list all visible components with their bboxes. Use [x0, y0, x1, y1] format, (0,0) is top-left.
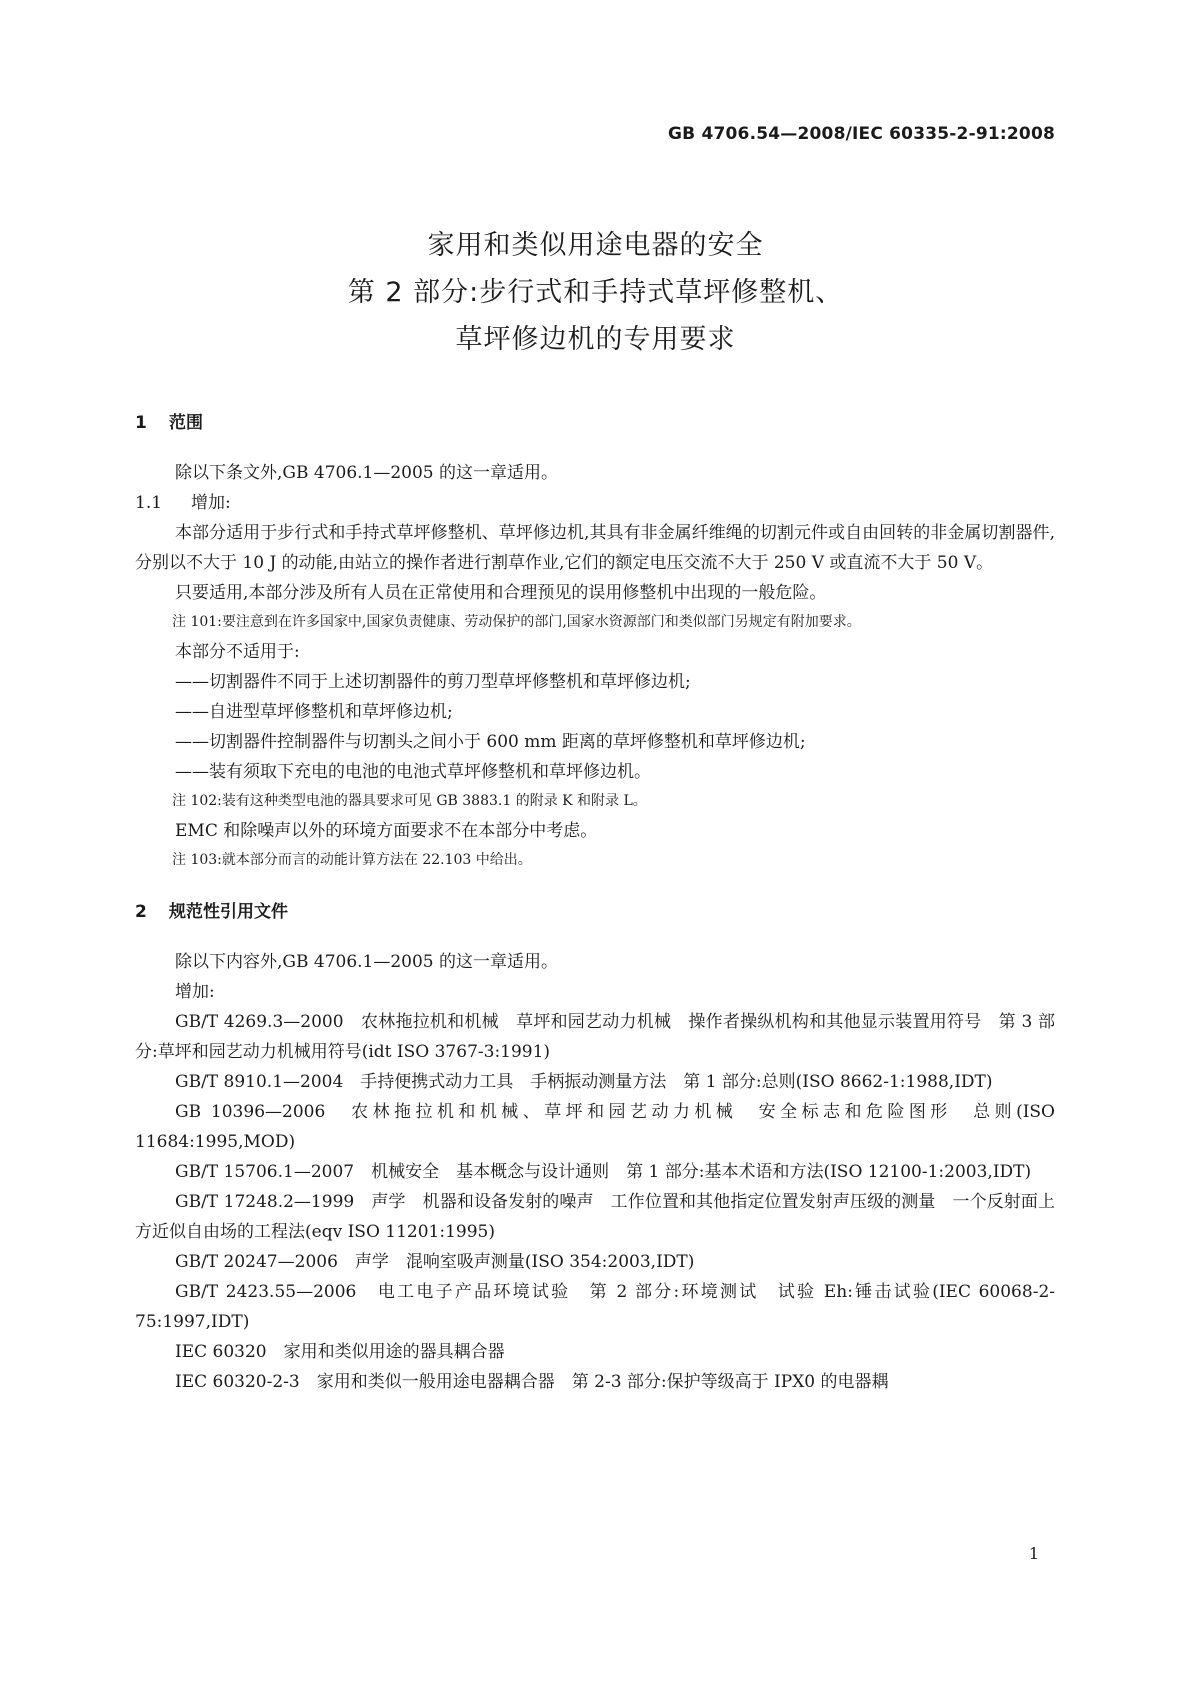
add-label: 增加: — [175, 982, 215, 1002]
reference-item: GB/T 2423.55—2006 电工电子产品环境试验 第 2 部分:环境测试 试验 Eh:锤击试验(IEC 60068-2-75:1997,IDT) — [135, 1282, 1055, 1332]
section-number: 1 — [135, 413, 147, 433]
title-line-3: 草坪修边机的专用要求 — [455, 324, 736, 355]
section-2-intro: 除以下内容外,GB 4706.1—2005 的这一章适用。 — [175, 952, 559, 972]
note-101: 注 101:要注意到在许多国家中,国家负责健康、劳动保护的部门,国家水资源部门和类似部门另规定有附加要求。 — [172, 614, 861, 630]
reference-item: GB/T 20247—2006 声学 混响室吸声测量(ISO 354:2003,IDT) — [175, 1252, 695, 1272]
reference-item: GB/T 17248.2—1999 声学 机器和设备发射的噪声 工作位置和其他指定位置发射声压级的测量 一个反射面上方近似自由场的工程法(eqv ISO 11201:1995) — [135, 1192, 1055, 1242]
clause-1-1-heading — [135, 488, 1055, 518]
scope-paragraph: 本部分适用于步行式和手持式草坪修整机、草坪修边机,其具有非金属纤维绳的切割元件或自由回转的非金属切割器件,分别以不大于 10 J 的动能,由站立的操作者进行割草作业,它们的额定电压交流不大于 250 V 或直流不大于 50 V。 — [135, 523, 1055, 573]
section-number: 2 — [135, 902, 147, 922]
note-102: 注 102:装有这种类型电池的器具要求可见 GB 3883.1 的附录 K 和附录 L。 — [172, 793, 647, 809]
standard-header: GB 4706.54—2008/IEC 60335-2-91:2008 — [668, 124, 1055, 144]
general-hazards-paragraph: 只要适用,本部分涉及所有人员在正常使用和合理预见的误用修整机中出现的一般危险。 — [175, 583, 827, 603]
emc-paragraph: EMC 和除噪声以外的环境方面要求不在本部分中考虑。 — [175, 821, 598, 841]
document-title — [0, 222, 1191, 363]
clause-number: 1.1 — [135, 493, 163, 513]
exclusion-item: ——装有须取下充电的电池的电池式草坪修整机和草坪修边机。 — [175, 762, 651, 782]
document-body — [135, 408, 1055, 1397]
not-applicable-intro: 本部分不适用于: — [175, 642, 300, 662]
reference-item: IEC 60320 家用和类似用途的器具耦合器 — [175, 1342, 505, 1362]
exclusion-item: ——自进型草坪修整机和草坪修边机; — [175, 702, 453, 722]
note-103: 注 103:就本部分而言的动能计算方法在 22.103 中给出。 — [172, 852, 532, 868]
section-1-heading — [135, 408, 1055, 438]
reference-item: GB/T 4269.3—2000 农林拖拉机和机械 草坪和园艺动力机械 操作者操纵机构和其他显示装置用符号 第 3 部分:草坪和园艺动力机械用符号(idt ISO 3767-3:1991) — [135, 1012, 1055, 1062]
title-line-1: 家用和类似用途电器的安全 — [427, 230, 764, 261]
section-2-heading — [135, 897, 1055, 927]
reference-item: GB/T 15706.1—2007 机械安全 基本概念与设计通则 第 1 部分:基本术语和方法(ISO 12100-1:2003,IDT) — [175, 1162, 1032, 1182]
section-title: 范围 — [169, 413, 203, 433]
page-number: 1 — [1028, 1544, 1039, 1563]
section-title: 规范性引用文件 — [169, 902, 288, 922]
reference-item: GB 10396—2006 农林拖拉机和机械、草坪和园艺动力机械 安全标志和危险图形 总则(ISO 11684:1995,MOD) — [135, 1102, 1055, 1152]
exclusion-item: ——切割器件不同于上述切割器件的剪刀型草坪修整机和草坪修边机; — [175, 672, 691, 692]
reference-item: GB/T 8910.1—2004 手持便携式动力工具 手柄振动测量方法 第 1 部分:总则(ISO 8662-1:1988,IDT) — [175, 1072, 993, 1092]
clause-label: 增加: — [191, 493, 231, 513]
exclusion-item: ——切割器件控制器件与切割头之间小于 600 mm 距离的草坪修整机和草坪修边机; — [175, 732, 806, 752]
section-1-intro: 除以下条文外,GB 4706.1—2005 的这一章适用。 — [175, 463, 559, 483]
reference-item: IEC 60320-2-3 家用和类似一般用途电器耦合器 第 2-3 部分:保护等级高于 IPX0 的电器耦 — [175, 1372, 889, 1392]
title-line-2: 第 2 部分:步行式和手持式草坪修整机、 — [347, 277, 844, 308]
